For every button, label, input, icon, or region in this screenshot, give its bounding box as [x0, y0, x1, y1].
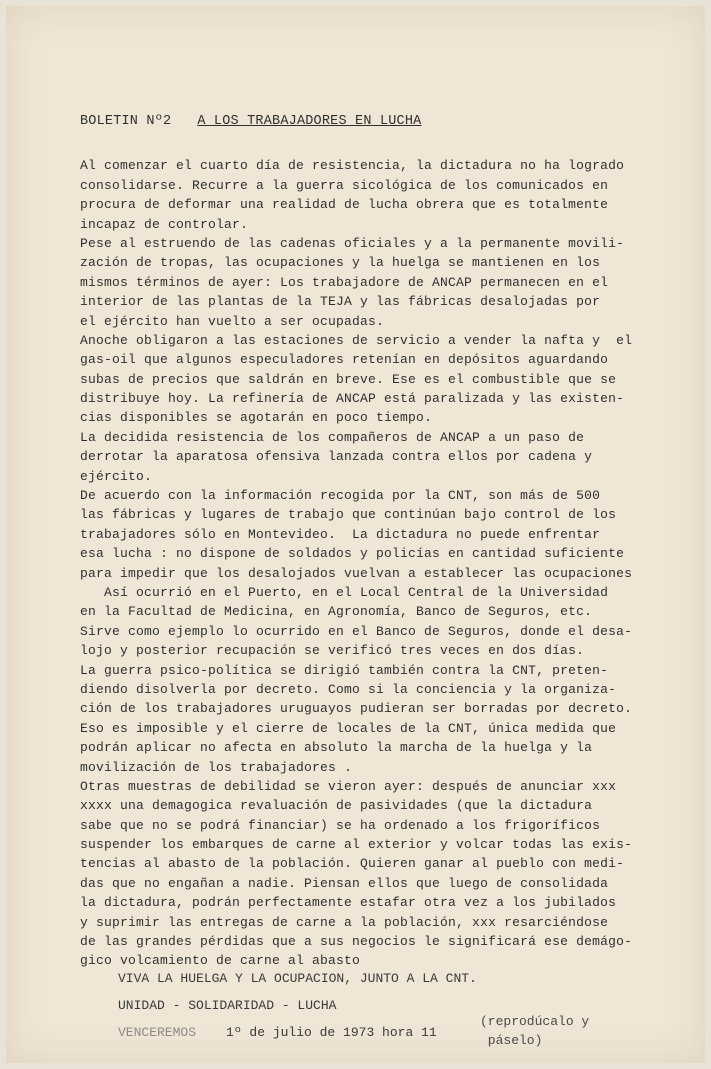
body-line: La guerra psico-política se dirigió también contra la CNT, preten- [80, 662, 609, 678]
body-line: para impedir que los desalojados vuelvan a establecer las ocupaciones [80, 565, 633, 581]
closing-slogan-2: UNIDAD - SOLIDARIDAD - LUCHA [118, 998, 337, 1013]
body-line: Otras muestras de debilidad se vieron ayer: después de anunciar xxx [80, 778, 617, 794]
body-line: mismos términos de ayer: Los trabajadore de ANCAP permanecen en el [80, 274, 609, 290]
body-line: distribuye hoy. La refinería de ANCAP está paralizada y las existen- [80, 391, 625, 407]
closing-slogan-1: VIVA LA HUELGA Y LA OCUPACION, JUNTO A LA CNT. [118, 971, 477, 986]
body-line: esa lucha : no dispone de soldados y policías en cantidad suficiente [80, 546, 625, 562]
body-line: suspender los embarques de carne al exterior y volcar todas las exis- [80, 837, 633, 853]
body-line: consolidarse. Recurre a la guerra sicológica de los comunicados en [80, 177, 609, 193]
body-line: zación de tropas, las ocupaciones y la huelga se mantienen en los [80, 255, 601, 271]
bulletin-number: BOLETIN Nº2 [80, 114, 172, 129]
date-line: 1º de julio de 1973 hora 11 [226, 1025, 437, 1040]
bulletin-body [80, 156, 640, 970]
body-line: interior de las plantas de la TEJA y las fábricas desalojadas por [80, 294, 601, 310]
body-line: movilización de los trabajadores . [80, 759, 353, 775]
body-line: procura de deformar una realidad de lucha obrera que es totalmente [80, 197, 609, 213]
body-line: Sirve como ejemplo lo ocurrido en el Banco de Seguros, donde el desa- [80, 623, 633, 639]
body-line: Anoche obligaron a las estaciones de servicio a vender la nafta y el [80, 332, 633, 348]
body-line: podrán aplicar no afecta en absoluto la marcha de la huelga y la [80, 740, 593, 756]
bulletin-document [80, 112, 640, 971]
body-line: Pese al estruendo de las cadenas oficiales y a la permanente movili- [80, 235, 625, 251]
body-line: trabajadores sólo en Montevideo. La dictadura no puede enfrentar [80, 526, 601, 542]
body-line: ción de los trabajadores uruguayos pudieran ser borradas por decreto. [80, 701, 633, 717]
bulletin-title: A LOS TRABAJADORES EN LUCHA [197, 114, 422, 129]
body-line: das que no engañan a nadie. Piensan ellos que luego de consolidada [80, 875, 609, 891]
body-line: subas de precios que saldrán en breve. Ese es el combustible que se [80, 371, 617, 387]
body-line: Al comenzar el cuarto día de resistencia, la dictadura no ha logrado [80, 158, 625, 174]
body-line: y suprimir las entregas de carne a la población, xxx resarciéndose [80, 914, 609, 930]
body-line: xxxx una demagogica revaluación de pasividades (que la dictadura [80, 798, 593, 814]
body-line: las fábricas y lugares de trabajo que continúan bajo control de los [80, 507, 617, 523]
body-line: tencias al abasto de la población. Quieren ganar al pueblo con medi- [80, 856, 625, 872]
body-line: de las grandes pérdidas que a sus negocios le significará ese demágo- [80, 934, 633, 950]
body-line: diendo disolverla por decreto. Como si la conciencia y la organiza- [80, 681, 617, 697]
body-line: ejército. [80, 468, 153, 484]
body-line: sabe que no se podrá financiar) se ha ordenado a los frigoríficos [80, 817, 601, 833]
body-line: el ejército han vuelto a ser ocupadas. [80, 313, 385, 329]
body-line: Eso es imposible y el cierre de locales de la CNT, única medida que [80, 720, 617, 736]
body-line: cias disponibles se agotarán en poco tiempo. [80, 410, 433, 426]
signoff: VENCEREMOS [118, 1025, 197, 1040]
handwritten-note: (reprodúcalo y páselo) [480, 1014, 590, 1048]
body-line: De acuerdo con la información recogida por la CNT, son más de 500 [80, 488, 601, 504]
body-line: derrotar la aparatosa ofensiva lanzada contra ellos por cadena y [80, 449, 593, 465]
body-line: Así ocurrió en el Puerto, en el Local Central de la Universidad [80, 585, 609, 600]
body-line: La decidida resistencia de los compañeros de ANCAP a un paso de [80, 429, 585, 445]
bulletin-heading [80, 112, 640, 131]
body-line: gas-oil que algunos especuladores retenían en depósitos aguardando [80, 352, 609, 368]
body-line: la dictadura, podrán perfectamente estafar otra vez a los jubilados [80, 895, 617, 911]
body-line: incapaz de controlar. [80, 216, 249, 232]
body-line: lojo y posterior recupación se verificó tres veces en dos días. [80, 643, 585, 659]
body-line: gico volcamiento de carne al abasto [80, 953, 361, 969]
body-line: en la Facultad de Medicina, en Agronomía, Banco de Seguros, etc. [80, 604, 593, 620]
